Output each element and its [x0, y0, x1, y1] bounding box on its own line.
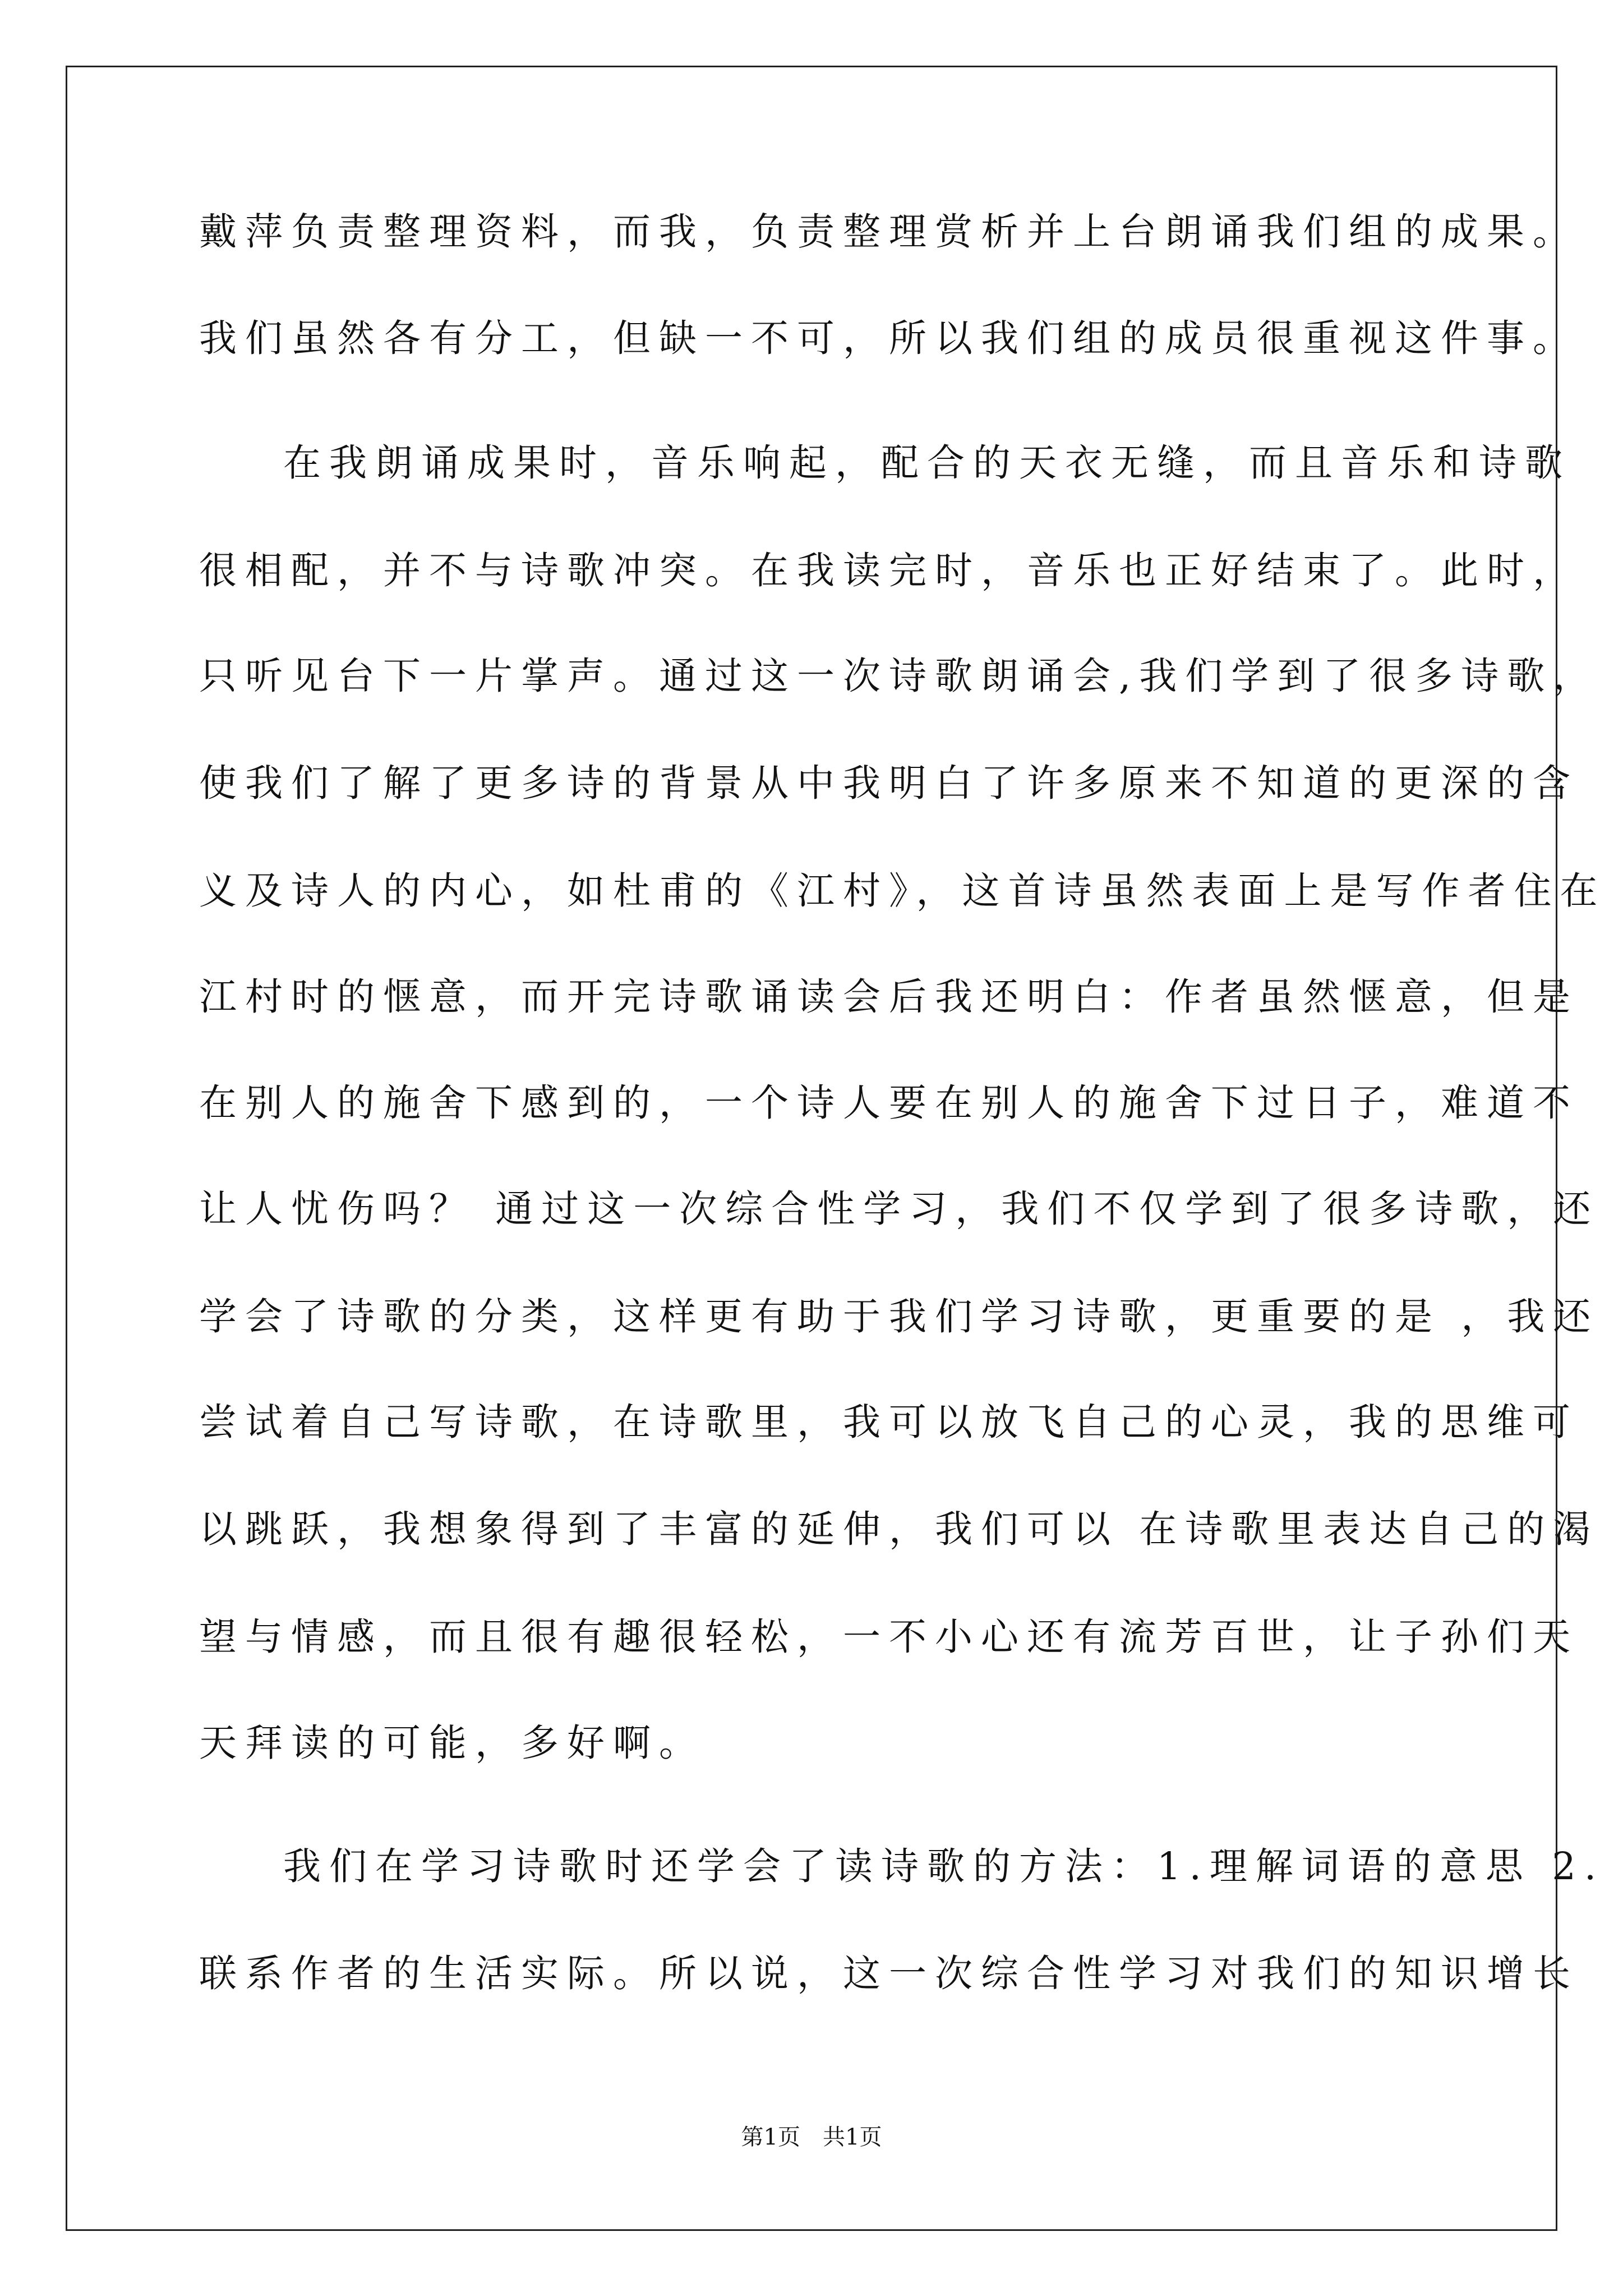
text-line: 联系作者的生活实际。所以说，这一次综合性学习对我们的知识增长 [199, 1952, 1579, 1995]
text-line: 戴萍负责整理资料，而我，负责整理赏析并上台朗诵我们组的成果。 [199, 210, 1579, 254]
text-line: 很相配，并不与诗歌冲突。在我读完时，音乐也正好结束了。此时， [199, 549, 1579, 592]
paragraph-first-line: 我们在学习诗歌时还学会了读诗歌的方法：1.理解词语的意思 2. [283, 1844, 1605, 1888]
text-line: 让人忧伤吗？ 通过这一次综合性学习，我们不仅学到了很多诗歌，还 [199, 1187, 1599, 1231]
text-line: 在别人的施舍下感到的，一个诗人要在别人的施舍下过日子，难道不 [199, 1081, 1579, 1125]
text-line: 我们虽然各有分工，但缺一不可，所以我们组的成员很重视这件事。 [199, 316, 1579, 360]
text-line: 学会了诗歌的分类，这样更有助于我们学习诗歌，更重要的是 ，我还 [199, 1295, 1599, 1338]
paragraph-first-line: 在我朗诵成果时，音乐响起，配合的天衣无缝，而且音乐和诗歌 [283, 441, 1571, 485]
text-line: 义及诗人的内心，如杜甫的《江村》，这首诗虽然表面上是写作者住在 [199, 869, 1606, 913]
text-line: 只听见台下一片掌声。通过这一次诗歌朗诵会,我们学到了很多诗歌， [199, 654, 1599, 698]
text-line: 江村时的惬意，而开完诗歌诵读会后我还明白：作者虽然惬意，但是 [199, 975, 1579, 1019]
page-number: 第1页 共1页 [741, 2124, 882, 2150]
text-line: 使我们了解了更多诗的背景从中我明白了许多原来不知道的更深的含 [199, 761, 1579, 805]
page-border [66, 66, 1557, 2231]
text-line: 尝试着自己写诗歌，在诗歌里，我可以放飞自己的心灵，我的思维可 [199, 1400, 1579, 1444]
text-line: 以跳跃，我想象得到了丰富的延伸，我们可以 在诗歌里表达自己的渴 [199, 1507, 1599, 1551]
text-line: 天拜读的可能，多好啊。 [199, 1721, 705, 1765]
text-line: 望与情感，而且很有趣很轻松，一不小心还有流芳百世，让子孙们天 [199, 1615, 1579, 1659]
